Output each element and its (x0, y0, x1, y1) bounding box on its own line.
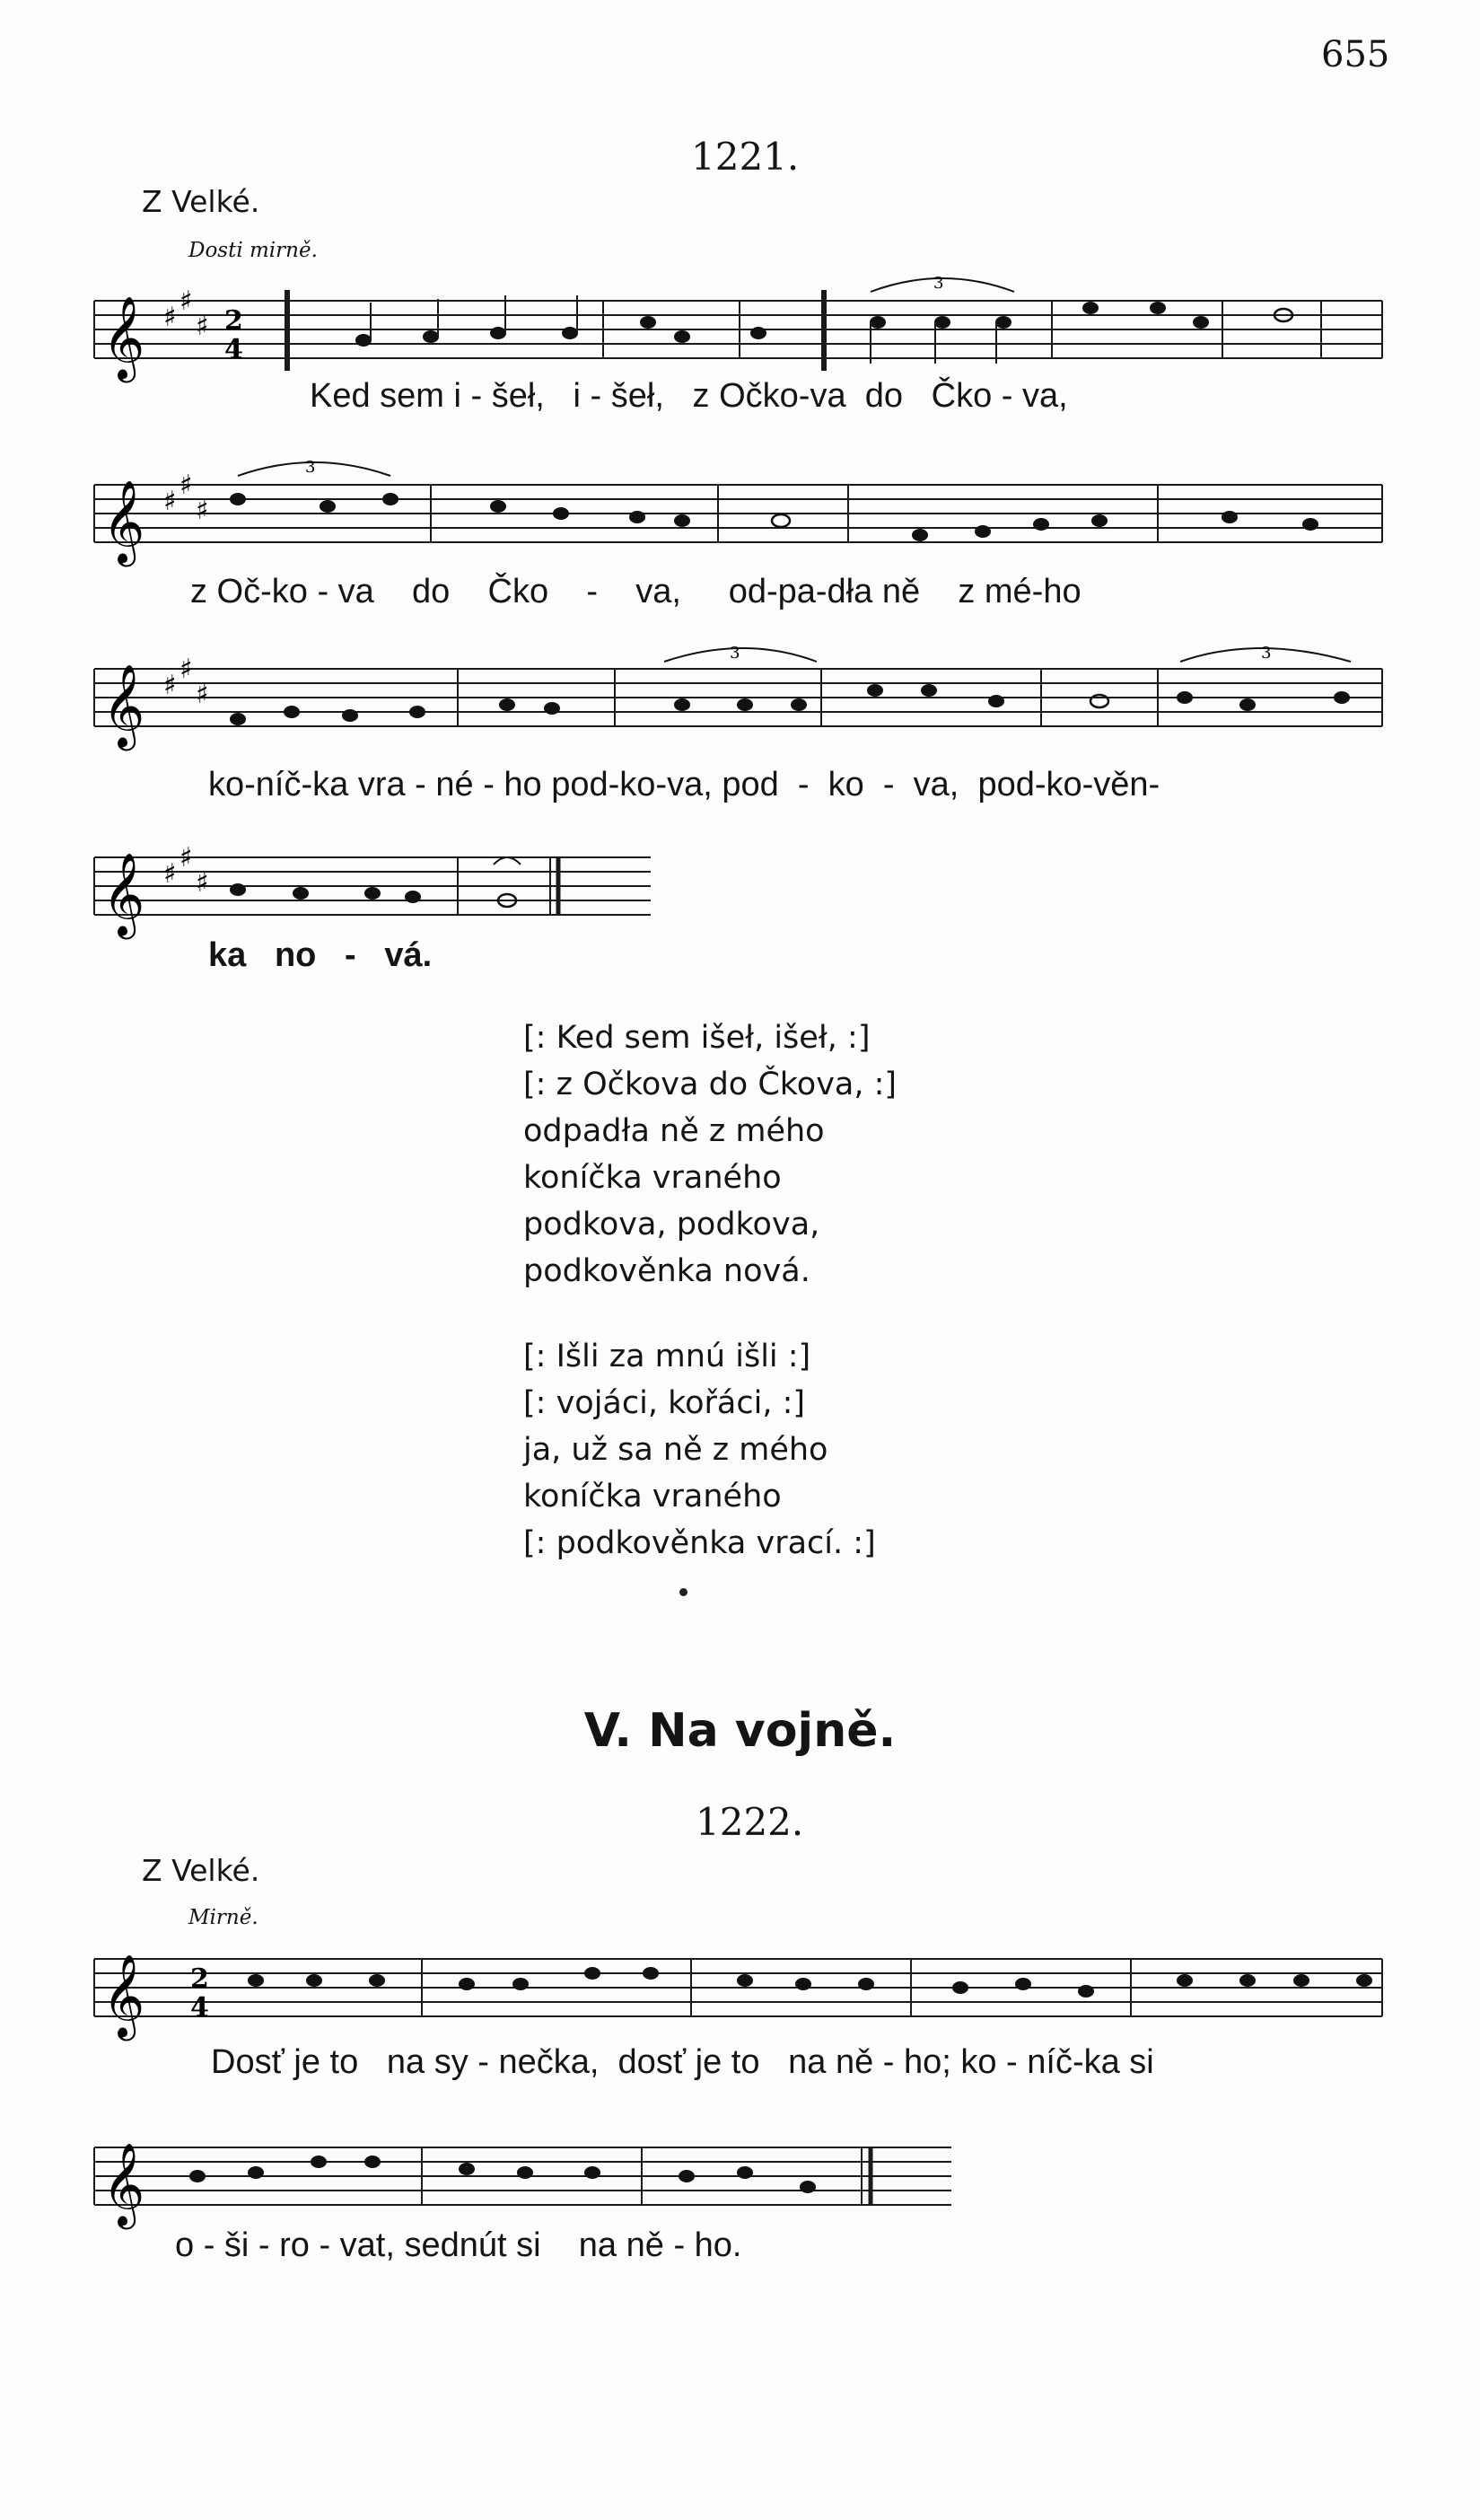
music-staff-6 (90, 2129, 969, 2228)
verse-line: ja, už sa ně z mého (523, 1432, 828, 1468)
ornament-dot (679, 1588, 687, 1596)
lyric-line-6: o - ši - ro - vat, sednút si na ně - ho. (175, 2226, 742, 2264)
song-number-1221: 1221. (691, 135, 800, 179)
lyric-line-3: ko-níč-ka vra - né - ho pod-ko-va, pod - ko - va, pod-ko-věn- (208, 766, 1160, 803)
treble-clef-icon: 𝄞 (102, 852, 145, 935)
svg-text:♯: ♯ (163, 486, 177, 517)
svg-text:♯: ♯ (196, 679, 209, 710)
music-staff-1 (90, 274, 1391, 382)
music-staff-2 (90, 458, 1391, 566)
svg-text:♯: ♯ (180, 285, 193, 317)
svg-text:♯: ♯ (180, 470, 193, 501)
svg-text:3: 3 (305, 458, 316, 477)
treble-clef-icon: 𝄞 (102, 479, 145, 563)
verse-line: [: Išli za mnú išli :] (523, 1339, 811, 1374)
song-origin: Z Velké. (142, 184, 260, 219)
svg-text:♯: ♯ (196, 867, 209, 899)
svg-text:3: 3 (1261, 644, 1272, 663)
verse-line: [: podkověnka vrací. :] (523, 1525, 876, 1561)
verse-1 (523, 1014, 897, 1295)
svg-text:♯: ♯ (163, 302, 177, 333)
svg-text:♯: ♯ (180, 842, 193, 874)
svg-text:♯: ♯ (196, 495, 209, 526)
tempo-marking: Mirně. (188, 1906, 258, 1929)
svg-text:♯: ♯ (180, 654, 193, 685)
time-signature-top: 2 (224, 305, 243, 337)
music-staff-3 (90, 644, 1391, 750)
verse-line: podkověnka nová. (523, 1253, 810, 1289)
verse-2 (523, 1333, 876, 1567)
treble-clef-icon: 𝄞 (102, 663, 145, 747)
song-number-1222: 1222. (696, 1800, 804, 1844)
verse-line: [: Ked sem išeł, išeł, :] (523, 1020, 871, 1056)
svg-text:♯: ♯ (196, 311, 209, 342)
time-signature-bottom: 4 (190, 1992, 209, 2024)
verse-line: koníčka vraného (523, 1479, 782, 1515)
verse-line: [: vojáci, kořáci, :] (523, 1385, 806, 1421)
treble-clef-icon: 𝄞 (102, 2142, 145, 2226)
verse-line: odpadła ně z mého (523, 1113, 825, 1149)
treble-clef-icon: 𝄞 (102, 1954, 145, 2037)
lyric-line-4: ka no - vá. (208, 936, 433, 974)
verse-line: [: z Očkova do Čkova, :] (523, 1067, 898, 1102)
tempo-marking: Dosti mirně. (188, 239, 318, 262)
lyric-line-1: Ked sem i - šeł, i - šeł, z Očko-va do Čko - va, (310, 377, 1068, 415)
verse-line: koníčka vraného (523, 1160, 782, 1196)
time-signature-top: 2 (190, 1963, 209, 1995)
svg-text:3: 3 (730, 644, 740, 663)
time-signature-bottom: 4 (224, 334, 243, 365)
svg-text:♯: ♯ (163, 858, 177, 890)
treble-clef-icon: 𝄞 (102, 295, 145, 379)
section-title: V. Na vojně. (583, 1704, 897, 1758)
lyric-line-5: Dosť je to na sy - nečka, dosť je to na ně - ho; ko - níč-ka si (211, 2043, 1154, 2081)
svg-text:3: 3 (933, 274, 944, 293)
svg-text:♯: ♯ (163, 670, 177, 701)
song-origin: Z Velké. (142, 1853, 260, 1888)
verse-line: podkova, podkova, (523, 1207, 820, 1242)
lyric-line-2: z Oč-ko - va do Čko - va, od-pa-dła ně z mé-ho (190, 573, 1082, 610)
page-number: 655 (1321, 34, 1390, 75)
music-staff-4 (90, 839, 664, 938)
music-staff-5 (90, 1941, 1391, 2040)
